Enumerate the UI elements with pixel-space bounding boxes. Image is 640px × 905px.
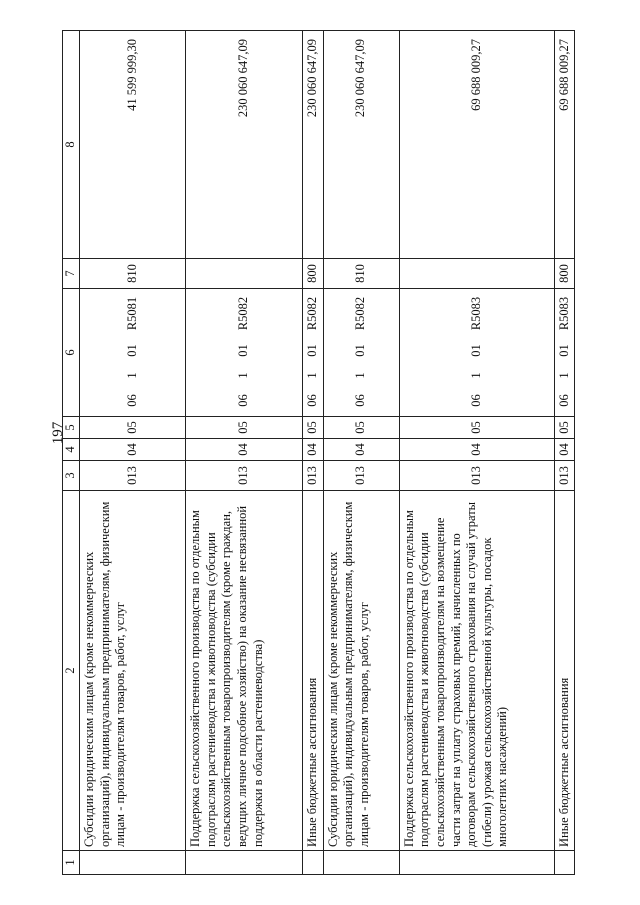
cell-empty: [186, 851, 303, 875]
cell-empty: [554, 851, 575, 875]
table-row: [554, 31, 575, 875]
page-number: 197: [50, 421, 66, 445]
header-cell: 5: [63, 417, 80, 439]
header-cell: 2: [63, 491, 80, 851]
cell-admin-code: 013: [303, 461, 324, 491]
cell-expense-type: [186, 259, 303, 289]
cell-admin-code: 013: [554, 461, 575, 491]
row-name: Поддержка сельскохозяйственного производства по отдельным подотраслям растениеводства и животноводства (субсидии сельскохозяйственным товаропроизводителям на возмещение части затрат на уплату страховых премий, начисленных по договорам сельскохозяйственного страхования на случай утраты (гибели) урожая сельскохозяйственной культуры, посадок многолетних насаждений): [399, 491, 554, 851]
cell-admin-code: 013: [399, 461, 554, 491]
table-row: [399, 31, 554, 875]
cell-empty: [323, 851, 399, 875]
row-name: Поддержка сельскохозяйственного производства по отдельным подотраслям растениеводства и животноводства (субсидии сельскохозяйственным товаропроизводителям (кроме граждан, ведущих личное подсобное хозяйство) на оказание несвязанной поддержки в области растениеводства): [186, 491, 303, 851]
cell-section: 04: [80, 439, 186, 461]
cell-target-code: 06101R5083: [554, 289, 575, 417]
header-cell: 8: [63, 31, 80, 259]
cell-empty: [80, 851, 186, 875]
cell-subsection: 05: [186, 417, 303, 439]
cell-admin-code: 013: [80, 461, 186, 491]
cell-admin-code: 013: [323, 461, 399, 491]
cell-target-code: 06101R5082: [186, 289, 303, 417]
cell-empty: [303, 851, 324, 875]
table-row: [80, 31, 186, 875]
table-row: [303, 31, 324, 875]
cell-section: 04: [303, 439, 324, 461]
cell-amount: 69 688 009,27: [399, 31, 554, 259]
cell-section: 04: [323, 439, 399, 461]
cell-expense-type: 800: [554, 259, 575, 289]
header-cell: 6: [63, 289, 80, 417]
cell-section: 04: [186, 439, 303, 461]
cell-target-code: 06101R5083: [399, 289, 554, 417]
cell-subsection: 05: [80, 417, 186, 439]
cell-expense-type: 810: [80, 259, 186, 289]
row-name: Субсидии юридическим лицам (кроме некоммерческих организаций), индивидуальным предпринимателям, физическим лицам - производителям товаров, работ, услуг: [323, 491, 399, 851]
row-name: Иные бюджетные ассигнования: [554, 491, 575, 851]
cell-amount: 230 060 647,09: [186, 31, 303, 259]
header-cell: 3: [63, 461, 80, 491]
header-cell: 7: [63, 259, 80, 289]
cell-section: 04: [399, 439, 554, 461]
cell-admin-code: 013: [186, 461, 303, 491]
cell-amount: 69 688 009,27: [554, 31, 575, 259]
table-row: [186, 31, 303, 875]
row-name: Иные бюджетные ассигнования: [303, 491, 324, 851]
cell-amount: 41 599 999,30: [80, 31, 186, 259]
cell-expense-type: 800: [303, 259, 324, 289]
cell-target-code: 06101R5082: [303, 289, 324, 417]
row-name: Субсидии юридическим лицам (кроме некоммерческих организаций), индивидуальным предпринимателям, физическим лицам - производителям товаров, работ, услуг: [80, 491, 186, 851]
cell-amount: 230 060 647,09: [303, 31, 324, 259]
table-row: [323, 31, 399, 875]
cell-empty: [399, 851, 554, 875]
cell-expense-type: 810: [323, 259, 399, 289]
cell-subsection: 05: [303, 417, 324, 439]
header-cell: 4: [63, 439, 80, 461]
cell-subsection: 05: [554, 417, 575, 439]
header-cell: 1: [63, 851, 80, 875]
cell-amount: 230 060 647,09: [323, 31, 399, 259]
cell-target-code: 06101R5081: [80, 289, 186, 417]
budget-table: [62, 30, 575, 875]
cell-subsection: 05: [399, 417, 554, 439]
cell-expense-type: [399, 259, 554, 289]
cell-subsection: 05: [323, 417, 399, 439]
header-row: [63, 31, 80, 875]
cell-target-code: 06101R5082: [323, 289, 399, 417]
cell-section: 04: [554, 439, 575, 461]
